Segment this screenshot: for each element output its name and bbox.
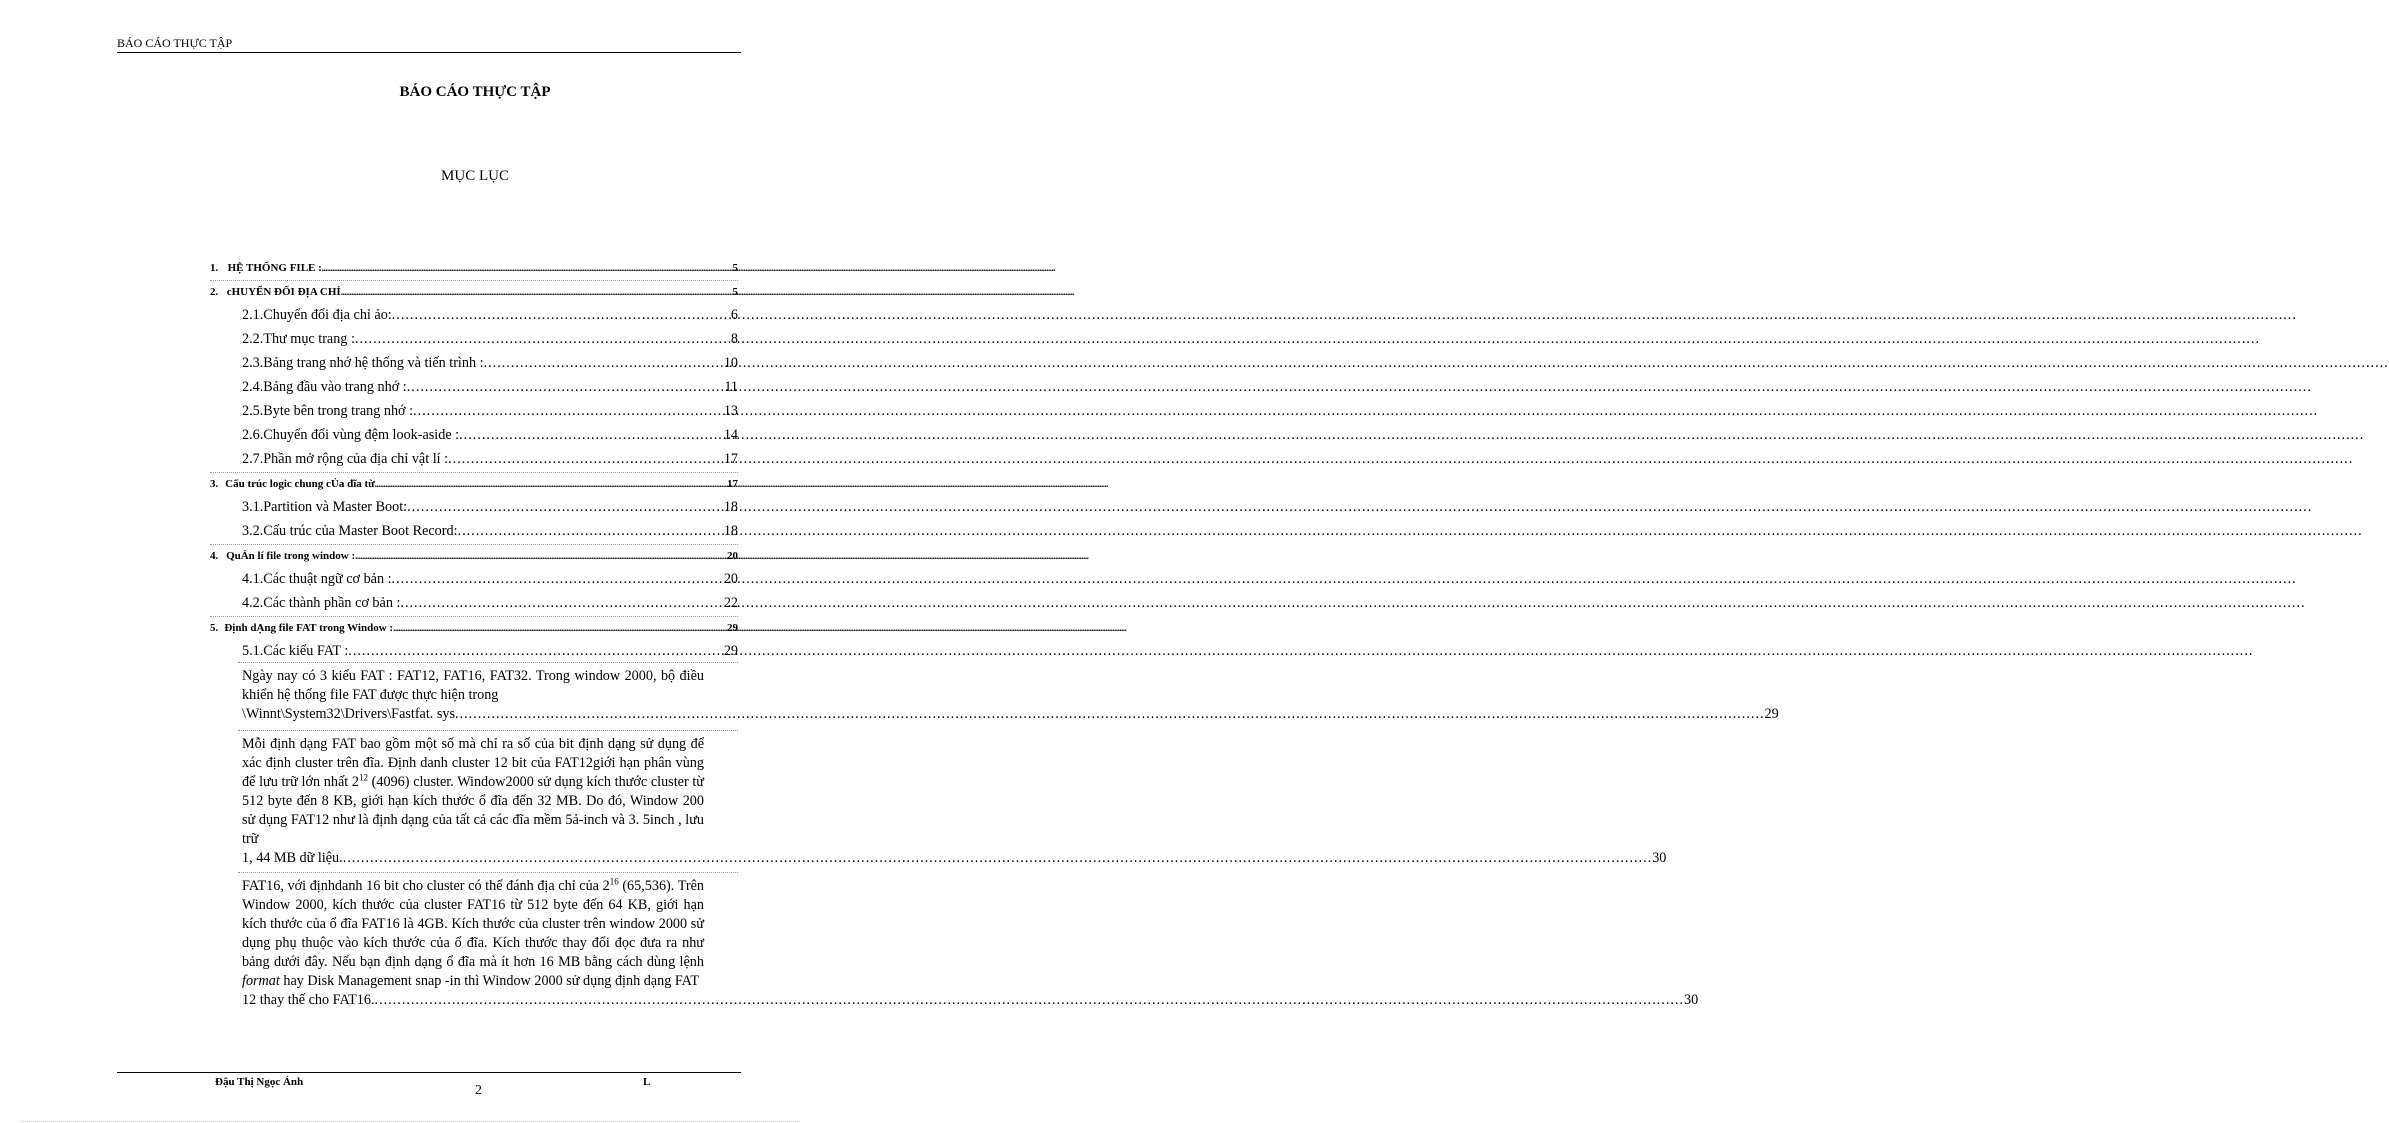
toc-text: Phần mở rộng của địa chỉ vật lí : <box>263 451 449 467</box>
toc-text: Thư mục trang : <box>263 331 355 347</box>
toc-entry-2-7[interactable] <box>242 451 738 468</box>
paragraph-last-line <box>242 849 1667 868</box>
paragraph-last-text: 12 thay thế cho FAT16. <box>242 992 375 1008</box>
toc-separator <box>210 544 738 545</box>
paragraph-text-c: hay Disk Management snap -in thì Window 2000 sử dụng định dạng FAT <box>279 973 700 989</box>
toc-page: 20 <box>727 550 738 562</box>
toc-entry-5-1[interactable] <box>242 643 738 660</box>
toc-leader <box>400 595 723 612</box>
toc-leader <box>413 403 724 420</box>
toc-leader <box>355 331 731 348</box>
toc-separator <box>238 662 738 663</box>
toc-leader <box>348 643 724 660</box>
toc-leader <box>407 379 725 396</box>
toc-leader <box>341 286 712 298</box>
paragraph-text <box>242 735 704 849</box>
toc-paragraph-1[interactable] <box>242 667 1779 724</box>
page-number: 2 <box>475 1083 482 1098</box>
toc-separator <box>210 280 738 281</box>
paragraph-text-a: Mỗi định dạng FAT bao gồm một số mà chỉ ra số của bit định dạng sử dụng để xác định cluster trên đĩa. Định danh cluster 12 bit của FAT12giới hạn phân vùng để lưu trữ lớn nhất 2 <box>242 736 704 790</box>
page-bottom-border <box>20 1121 800 1122</box>
toc-page: 5 <box>732 262 738 274</box>
toc-separator <box>238 872 738 873</box>
toc-entry-2-6[interactable] <box>242 427 738 444</box>
toc-entry-3[interactable] <box>210 478 738 490</box>
toc-page: 29 <box>723 643 738 659</box>
toc-page: 6 <box>730 307 738 323</box>
toc-leader <box>448 451 724 468</box>
toc-num: 4.1. <box>242 571 264 587</box>
toc-text: Các kiểu FAT : <box>263 643 349 659</box>
toc-entry-2-2[interactable] <box>242 331 738 348</box>
toc-page: 10 <box>723 355 738 371</box>
toc-paragraph-3[interactable] <box>242 876 1699 1010</box>
toc-leader <box>392 571 724 588</box>
toc-separator <box>210 616 738 617</box>
toc-num: 3.2. <box>242 523 264 539</box>
toc-num: 2.7. <box>242 451 264 467</box>
toc-text: Partition và Master Boot: <box>263 499 408 515</box>
toc-page: 29 <box>727 622 738 634</box>
toc-num: 4. <box>210 550 219 562</box>
toc-num: 2.2. <box>242 331 264 347</box>
toc-text: QuẢn lí file trong window : <box>226 550 356 562</box>
toc-num: 5. <box>210 622 219 634</box>
toc-page: 18 <box>723 499 738 515</box>
toc-heading: MỤC LỤC <box>441 168 509 184</box>
toc-entry-2-5[interactable] <box>242 403 738 420</box>
toc-entry-2-1[interactable] <box>242 307 738 324</box>
toc-paragraph-2[interactable] <box>242 735 1667 868</box>
toc-text: Định dẠng file FAT trong Window : <box>224 622 394 634</box>
toc-page: 17 <box>723 451 738 467</box>
superscript: 16 <box>609 876 619 887</box>
toc-entry-2[interactable] <box>210 286 738 298</box>
toc-text: Các thành phần cơ bản : <box>263 595 401 611</box>
paragraph-text-b: (65,536). Trên Window 2000, kích thước của cluster FAT16 từ 512 byte đến 64 KB, giới hạn kích thước của ổ đĩa FAT16 là 4GB. Kích thước của cluster trên window 2000 sử dụng phụ thuộc vào kích thước của ổ đĩa. Kích thước thay đổi đọc đưa ra như bảng dưới đây. Nếu bạn định dạng ổ đĩa mà ít hơn 16 MB bằng cách dùng lệnh <box>242 878 704 970</box>
footer-right-text: L <box>643 1076 651 1088</box>
toc-entry-4-2[interactable] <box>242 595 738 612</box>
toc-entry-3-1[interactable] <box>242 499 738 516</box>
paragraph-text-b: (4096) cluster. Window2000 sử dụng kích thước cluster từ 512 byte đến 8 KB, giới hạn kích thước ổ đĩa đến 32 MB. Do đó, Window 200 sử dụng FAT12 như là định dạng của tất cả các đĩa mềm 5ả-inch và 3. 5inch , lưu trữ <box>242 774 704 847</box>
toc-num: 2.6. <box>242 427 264 443</box>
toc-text: Bảng đầu vào trang nhớ : <box>263 379 407 395</box>
paragraph-text-a: FAT16, với địnhdanh 16 bit cho cluster có thể đánh địa chỉ của 2 <box>242 878 610 894</box>
toc-text: Cấu trúc của Master Boot Record: <box>263 523 458 539</box>
footer-rule <box>117 1072 741 1073</box>
toc-text: Chuyển đổi địa chỉ ảo: <box>263 307 392 323</box>
toc-entry-4-1[interactable] <box>242 571 738 588</box>
toc-page: 13 <box>723 403 738 419</box>
toc-num: 2.4. <box>242 379 264 395</box>
toc-page: 5 <box>732 286 738 298</box>
toc-num: 1. <box>210 262 219 274</box>
toc-leader <box>458 523 724 540</box>
toc-leader <box>375 478 712 490</box>
toc-text: Chuyển đổi vùng đệm look-aside : <box>263 427 460 443</box>
paragraph-text <box>242 877 704 991</box>
toc-num: 2.1. <box>242 307 264 323</box>
toc-entry-2-3[interactable] <box>242 355 738 372</box>
toc-separator <box>210 472 738 473</box>
toc-leader <box>455 705 1765 724</box>
toc-leader <box>322 262 712 274</box>
paragraph-last-line <box>242 991 1699 1010</box>
toc-num: 2.3. <box>242 355 264 371</box>
toc-page: 14 <box>723 427 738 443</box>
header-rule <box>117 52 741 53</box>
running-header: BÁO CÁO THỰC TẬP <box>117 36 233 50</box>
document-title: BÁO CÁO THỰC TẬP <box>399 84 551 100</box>
toc-leader <box>392 307 731 324</box>
toc-num: 2.5. <box>242 403 264 419</box>
toc-text: Các thuật ngữ cơ bản : <box>263 571 392 587</box>
toc-page: 20 <box>723 571 738 587</box>
paragraph-last-text: \Winnt\System32\Drivers\Fastfat. sys <box>242 706 456 722</box>
toc-entry-3-2[interactable] <box>242 523 738 540</box>
toc-separator <box>238 730 738 731</box>
toc-text: HỆ THỐNG FILE : <box>227 262 322 274</box>
toc-page: 18 <box>723 523 738 539</box>
paragraph-text: Ngày nay có 3 kiểu FAT : FAT12, FAT16, FAT32. Trong window 2000, bộ điều khiển hệ thống file FAT được thực hiện trong <box>242 668 704 703</box>
emphasis-text: format <box>242 973 280 989</box>
toc-num: 5.1. <box>242 643 264 659</box>
toc-leader <box>375 991 1685 1010</box>
toc-entry-1[interactable] <box>210 262 738 274</box>
footer-author: Đậu Thị Ngọc Ánh <box>215 1076 304 1088</box>
toc-leader <box>459 427 724 444</box>
toc-page: 29 <box>1764 706 1779 722</box>
toc-num: 3.1. <box>242 499 264 515</box>
toc-page: 22 <box>723 595 738 611</box>
toc-text: Bảng trang nhớ hệ thống và tiến trình : <box>263 355 484 371</box>
toc-leader <box>355 550 712 562</box>
toc-entry-2-4[interactable] <box>242 379 738 396</box>
toc-text: cHUYỂN ĐỔI ĐỊA CHỈ <box>226 286 341 298</box>
toc-text: Cấu trúc logic chung cỦa đĩa từ <box>225 478 375 490</box>
toc-leader <box>393 622 712 634</box>
toc-leader <box>407 499 724 516</box>
toc-text: Byte bên trong trang nhớ : <box>263 403 414 419</box>
toc-num: 4.2. <box>242 595 264 611</box>
paragraph-last-text: 1, 44 MB dữ liệu. <box>242 850 343 866</box>
toc-page: 17 <box>727 478 738 490</box>
toc-page: 30 <box>1684 992 1699 1008</box>
toc-leader <box>343 849 1653 868</box>
toc-num: 2. <box>210 286 219 298</box>
toc-page: 30 <box>1652 850 1667 866</box>
toc-leader <box>484 355 724 372</box>
superscript: 12 <box>358 772 368 783</box>
toc-entry-5[interactable] <box>210 622 738 634</box>
toc-num: 3. <box>210 478 219 490</box>
paragraph-last-line <box>242 705 1779 724</box>
toc-page: 8 <box>730 331 738 347</box>
toc-page: 11 <box>724 379 738 395</box>
toc-entry-4[interactable] <box>210 550 738 562</box>
